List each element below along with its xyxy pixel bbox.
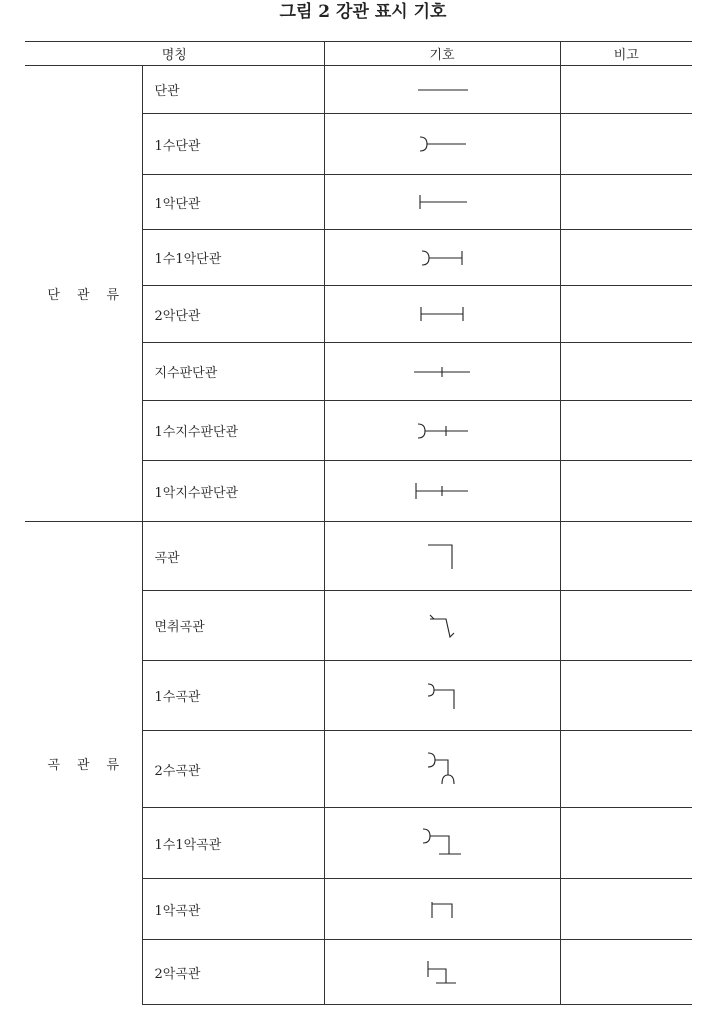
column-header-symbol: 기호 <box>324 42 560 66</box>
row-name: 1수1악곡관 <box>142 808 324 879</box>
two-spigot-bend-pipe-icon <box>420 957 464 987</box>
socket-spigot-straight-pipe-icon <box>412 248 472 268</box>
one-socket-bend-pipe-icon <box>422 681 462 711</box>
table-header-row <box>25 42 692 66</box>
row-name: 지수판단관 <box>142 343 324 401</box>
row-note <box>560 879 692 940</box>
column-header-name: 명칭 <box>25 42 324 66</box>
row-name: 1수지수판단관 <box>142 401 324 461</box>
two-spigot-straight-pipe-icon <box>412 304 472 324</box>
row-name: 1수곡관 <box>142 661 324 731</box>
row-note <box>560 731 692 808</box>
row-name: 1악단관 <box>142 175 324 230</box>
row-note <box>560 940 692 1005</box>
row-note <box>560 401 692 461</box>
figure-title: 그림 2 강관 표시 기호 <box>279 2 447 22</box>
row-note <box>560 66 692 114</box>
row-note <box>560 522 692 591</box>
row-note <box>560 461 692 522</box>
row-name: 단관 <box>142 66 324 114</box>
row-note <box>560 175 692 230</box>
one-spigot-bend-pipe-icon <box>422 896 462 922</box>
row-note <box>560 808 692 879</box>
table-row <box>25 522 692 591</box>
chamfered-bend-pipe-icon <box>422 611 462 641</box>
row-name: 1수1악단관 <box>142 230 324 286</box>
water-stop-plate-pipe-icon <box>412 362 472 382</box>
row-name: 2수곡관 <box>142 731 324 808</box>
row-name: 1수단관 <box>142 114 324 175</box>
row-name: 2악단관 <box>142 286 324 343</box>
two-socket-bend-pipe-icon <box>422 749 462 789</box>
bend-pipe-icon <box>422 541 462 571</box>
row-note <box>560 661 692 731</box>
row-name: 1악곡관 <box>142 879 324 940</box>
socket-spigot-bend-pipe-icon <box>417 826 467 860</box>
row-note <box>560 591 692 661</box>
one-socket-straight-pipe-icon <box>412 134 472 154</box>
row-name: 면취곡관 <box>142 591 324 661</box>
row-name: 곡관 <box>142 522 324 591</box>
one-spigot-straight-pipe-icon <box>412 192 472 212</box>
row-name: 2악곡관 <box>142 940 324 1005</box>
straight-pipe-icon <box>412 80 472 100</box>
row-note <box>560 343 692 401</box>
row-note <box>560 114 692 175</box>
row-note <box>560 230 692 286</box>
socket-water-stop-plate-pipe-icon <box>412 421 472 441</box>
spigot-water-stop-plate-pipe-icon <box>412 481 472 501</box>
table-row <box>25 66 692 114</box>
category-straight-pipes: 단관류 <box>25 66 142 522</box>
column-header-note: 비고 <box>560 42 692 66</box>
row-note <box>560 286 692 343</box>
row-name: 1악지수판단관 <box>142 461 324 522</box>
pipe-symbol-table <box>25 41 692 1005</box>
category-bend-pipes: 곡관류 <box>25 522 142 1005</box>
